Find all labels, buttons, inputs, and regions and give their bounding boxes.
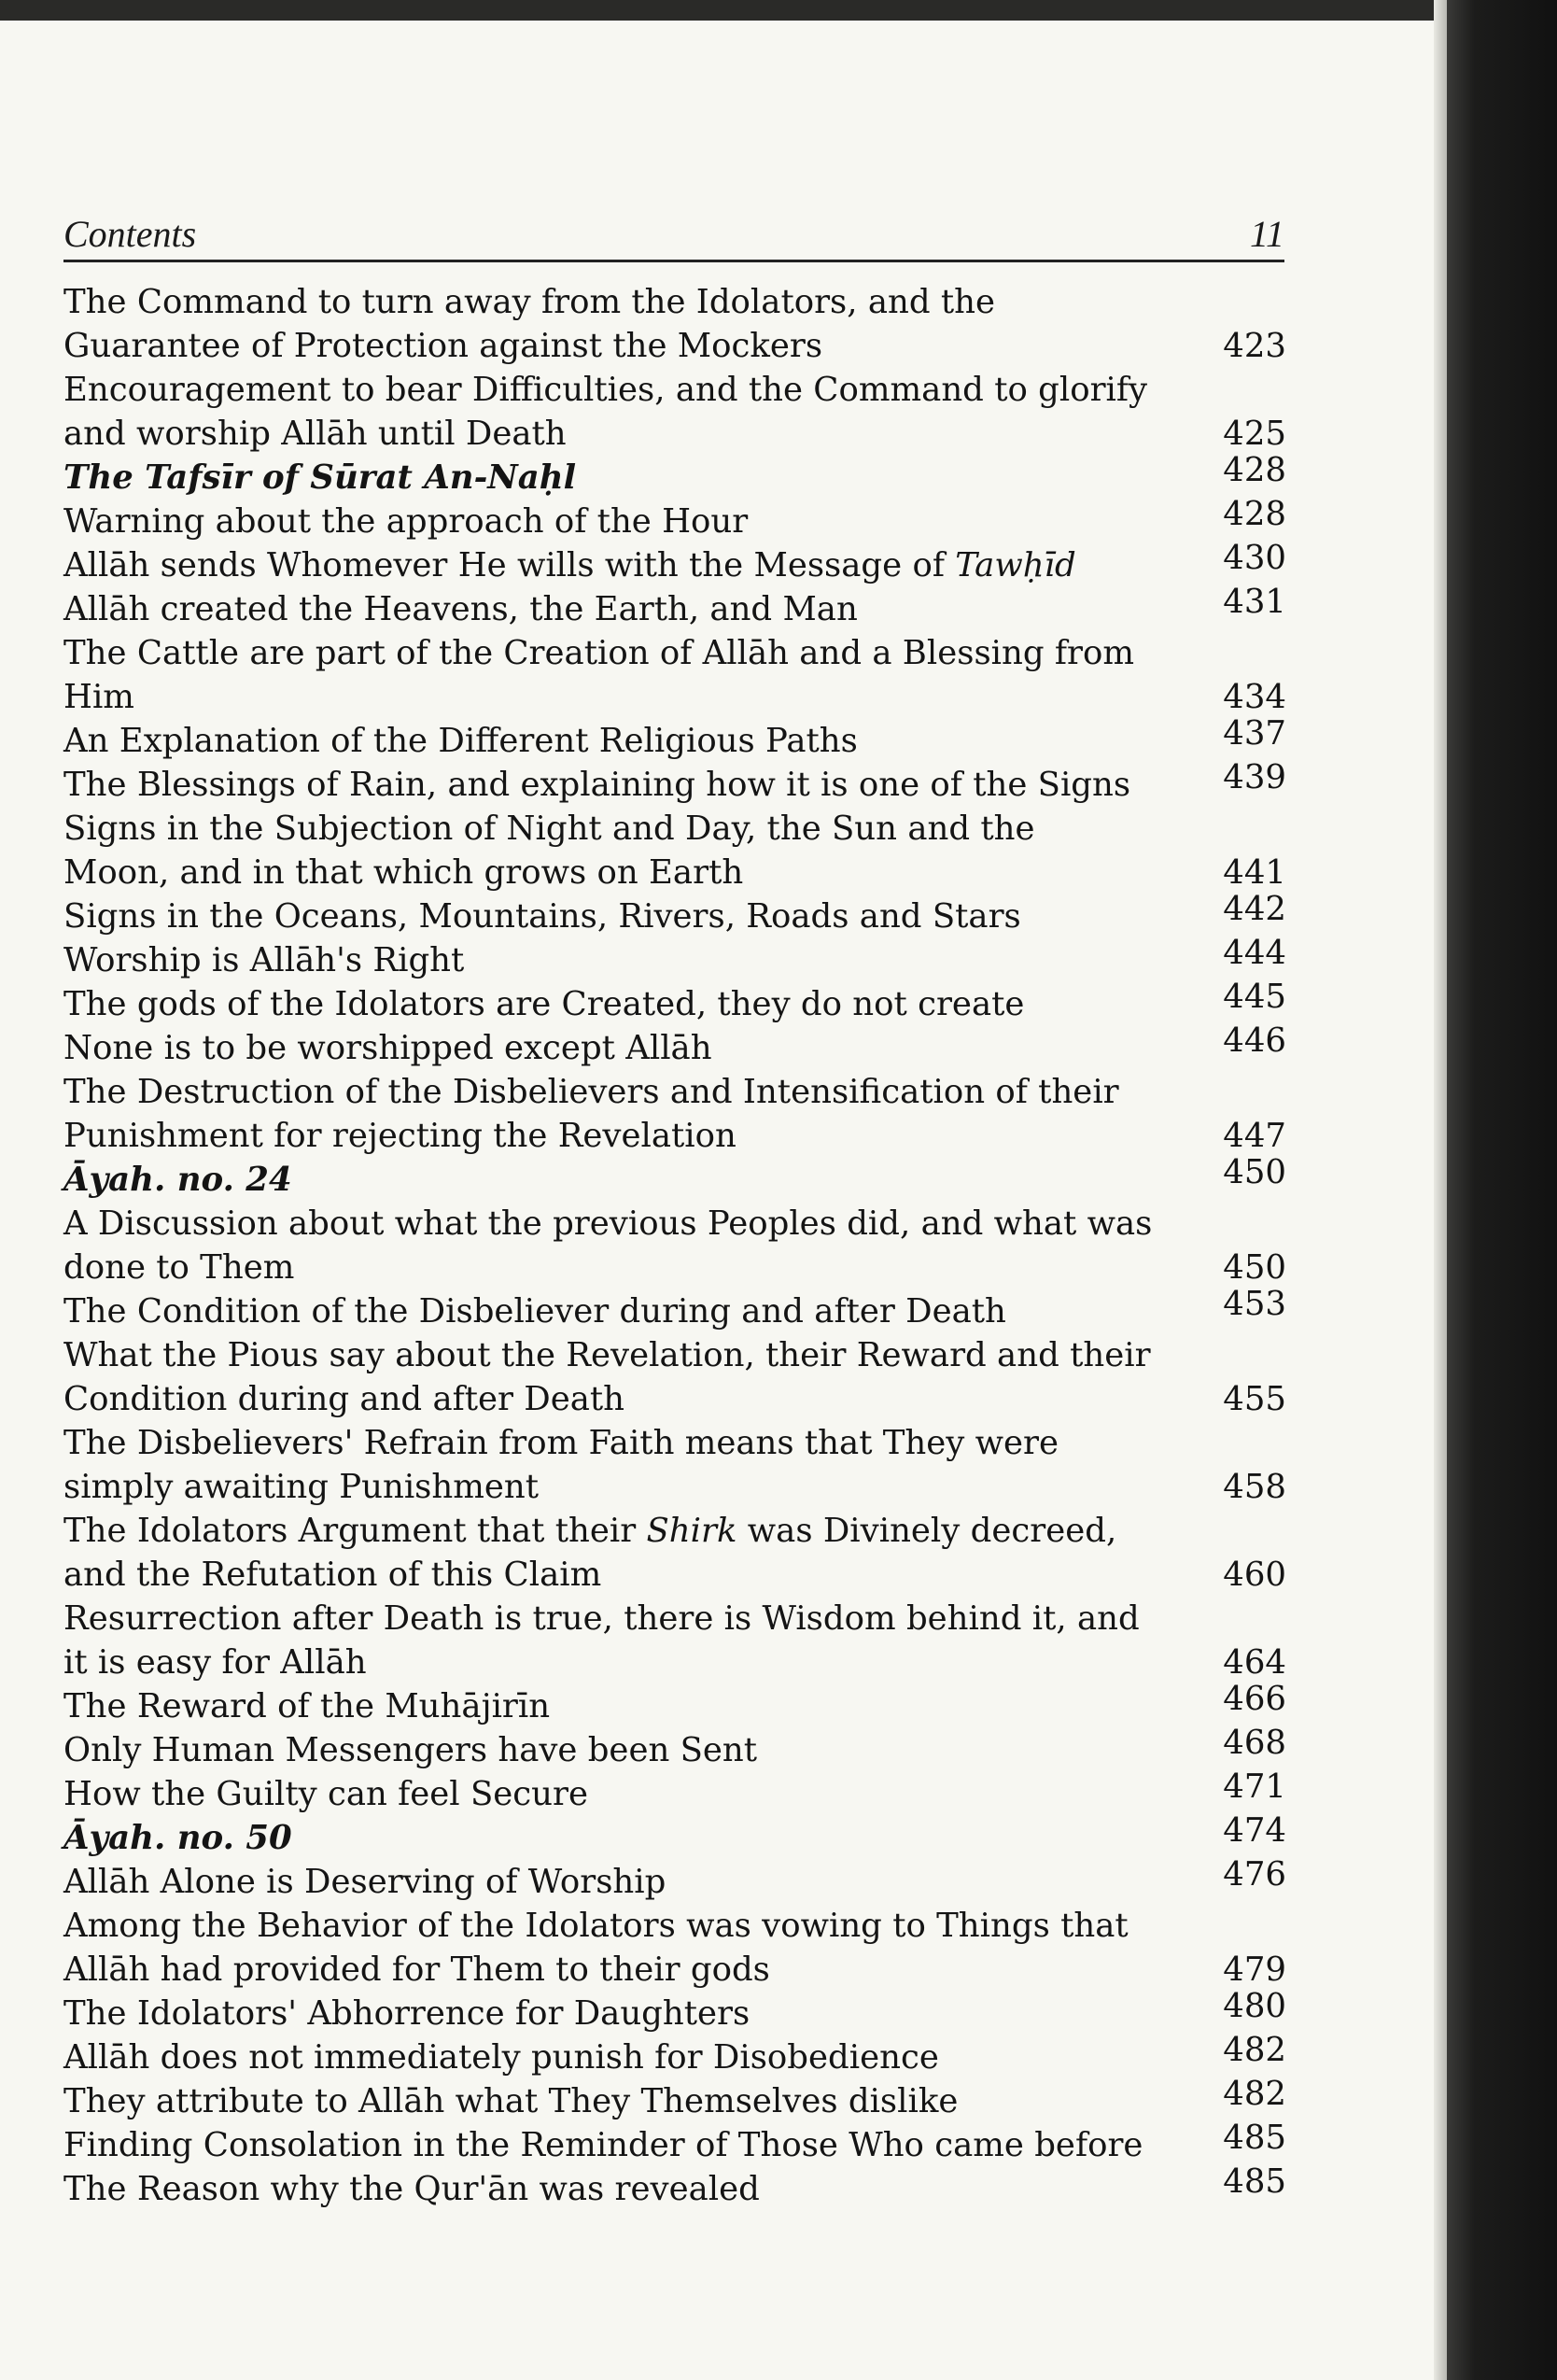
toc-entry-text: The Command to turn away from the Idolators, and the [63,283,996,321]
toc-entry-text: None is to be worshipped except Allāh [63,1029,712,1067]
toc-entry-page: 442 [1223,890,1286,928]
toc-entry-page: 453 [1223,1285,1286,1323]
toc-entry-text: Allāh created the Heavens, the Earth, and Man [63,590,858,628]
toc-entry [63,1153,1286,1202]
toc-entry-text: Only Human Messengers have been Sent [63,1731,758,1769]
toc-entry-text: Encouragement to bear Difficulties, and the Command to glorify [63,371,1148,409]
toc-entry-text: How the Guilty can feel Secure [63,1775,589,1813]
toc-entry-page: 444 [1223,934,1286,972]
toc-entry [63,1285,1286,1333]
toc-entry [63,1724,1286,1772]
toc-entry-page: 460 [1223,1556,1286,1594]
toc-entry [63,539,1286,587]
toc-entry [63,2031,1286,2079]
book-binding [1447,0,1557,2380]
toc-entry-text: What the Pious say about the Revelation, their Reward and their [63,1336,1151,1374]
toc-entry-text: and the Refutation of this Claim [63,1556,602,1594]
toc-entry-text: Allāh Alone is Deserving of Worship [63,1863,666,1901]
toc-entry [63,2119,1286,2167]
toc-entry [63,495,1286,543]
toc-entry-text: Condition during and after Death [63,1380,625,1418]
running-title: Contents [63,213,197,255]
toc-entry-text: Worship is Allāh's Right [63,941,465,979]
toc-entry-text: The gods of the Idolators are Created, they do not create [63,985,1025,1023]
toc-entry-text: The Reason why the Qur'ān was revealed [63,2170,760,2208]
toc-entry-page: 447 [1223,1117,1286,1155]
toc-entry-page: 468 [1223,1724,1286,1762]
page-header [63,213,1284,262]
toc-entry-text: Āyah. no. 50 [63,1819,292,1857]
toc-entry-page: 446 [1223,1021,1286,1060]
toc-entry-text: A Discussion about what the previous Peoples did, and what was [63,1204,1153,1243]
toc-entry-text: Punishment for rejecting the Revelation [63,1117,736,1155]
toc-entry-text: Signs in the Oceans, Mountains, Rivers, Roads and Stars [63,897,1021,936]
toc-entry-text: The Destruction of the Disbelievers and Intensification of their [63,1073,1119,1111]
toc-entry-page: 425 [1223,415,1286,453]
page-edge [1434,0,1447,2380]
toc-entry-text: it is easy for Allāh [63,1643,367,1682]
toc-entry-text: Among the Behavior of the Idolators was vowing to Things that [63,1907,1129,1945]
toc-entry-page: 485 [1223,2119,1286,2157]
toc-entry-text: Guarantee of Protection against the Mockers [63,327,823,365]
toc-entry [63,583,1286,631]
toc-entry-page: 445 [1223,978,1286,1016]
toc-entry-page: 480 [1223,1987,1286,2025]
toc-entry [63,1680,1286,1728]
toc-entry-text: The Cattle are part of the Creation of Allāh and a Blessing from [63,634,1135,672]
toc-entry-text: Finding Consolation in the Reminder of Those Who came before [63,2126,1143,2164]
toc-entry-page: 455 [1223,1380,1286,1418]
toc-entry-page: 471 [1223,1767,1286,1806]
toc-entry [63,1333,1286,1421]
toc-entry [63,451,1286,500]
toc-entry [63,1021,1286,1070]
toc-entry-page: 450 [1223,1248,1286,1287]
toc-entry-text: Signs in the Subjection of Night and Day, the Sun and the [63,810,1035,848]
toc-entry-page: 479 [1223,1950,1286,1989]
toc-entry [63,1509,1286,1597]
toc-entry [63,1421,1286,1509]
toc-entry [63,1811,1286,1860]
toc-entry [63,934,1286,982]
toc-entry-text: They attribute to Allāh what They Themselves dislike [63,2082,959,2120]
toc-entry-page: 428 [1223,451,1286,489]
toc-entry-page: 485 [1223,2162,1286,2201]
toc-entry-text: The Reward of the Muhājirīn [63,1687,551,1725]
toc-entry-page: 423 [1223,327,1286,365]
toc-entry [63,368,1286,456]
toc-entry-text: done to Them [63,1248,295,1287]
toc-entry [63,1767,1286,1816]
toc-entry [63,2075,1286,2123]
toc-entry-text: The Idolators' Abhorrence for Daughters [63,1994,750,2033]
toc-entry-page: 434 [1223,678,1286,716]
page-number: 11 [1249,213,1284,255]
toc-entry-page: 458 [1223,1468,1286,1506]
toc-entry-page: 439 [1223,758,1286,796]
toc-entry-page: 450 [1223,1153,1286,1191]
toc-entry-text: The Tafsīr of Sūrat An-Naḥl [63,458,577,497]
toc-entry [63,280,1286,368]
toc-entry-page: 482 [1223,2075,1286,2113]
toc-entry-text: The Blessings of Rain, and explaining how it is one of the Signs [63,766,1131,804]
toc-entry-text: The Idolators Argument that their Shirk was Divinely decreed, [63,1512,1117,1550]
toc-entry [63,890,1286,938]
toc-entry [63,1070,1286,1158]
toc-entry [63,1987,1286,2035]
toc-entry-text: An Explanation of the Different Religious Paths [63,722,858,760]
toc-entry-page: 474 [1223,1811,1286,1850]
toc-entry [63,1855,1286,1904]
toc-entry-text: The Condition of the Disbeliever during and after Death [63,1292,1006,1331]
toc-entry-text: simply awaiting Punishment [63,1468,540,1506]
toc-entry-text: The Disbelievers' Refrain from Faith means that They were [63,1424,1059,1462]
toc-entry-page: 476 [1223,1855,1286,1894]
toc-entry [63,1597,1286,1684]
toc-entry-text: Allāh sends Whomever He wills with the Message of Tawḥīd [63,546,1076,584]
toc-entry [63,1202,1286,1289]
toc-entry-text: Him [63,678,134,716]
toc-entry [63,978,1286,1026]
toc-entry-page: 431 [1223,583,1286,621]
toc-entry [63,1904,1286,1992]
toc-entry-text: Warning about the approach of the Hour [63,502,749,541]
toc-entry-page: 430 [1223,539,1286,577]
toc-entry [63,714,1286,763]
toc-entry [63,2162,1286,2211]
table-of-contents [63,280,1286,2211]
toc-entry-text: Allāh had provided for Them to their gods [63,1950,770,1989]
toc-entry-text: and worship Allāh until Death [63,415,567,453]
toc-entry-page: 466 [1223,1680,1286,1718]
toc-entry-page: 437 [1223,714,1286,753]
toc-entry [63,807,1286,894]
toc-entry-text: Moon, and in that which grows on Earth [63,853,744,892]
toc-entry-page: 428 [1223,495,1286,533]
scan-top-edge [0,0,1557,21]
toc-entry-page: 441 [1223,853,1286,892]
toc-entry-text: Āyah. no. 24 [63,1161,292,1199]
italic-term: Shirk [646,1512,737,1550]
italic-term: Tawḥīd [955,546,1076,584]
toc-entry-page: 464 [1223,1643,1286,1682]
toc-entry [63,631,1286,719]
toc-entry [63,758,1286,807]
toc-entry-page: 482 [1223,2031,1286,2069]
toc-entry-text: Resurrection after Death is true, there is Wisdom behind it, and [63,1599,1140,1638]
toc-entry-text: Allāh does not immediately punish for Disobedience [63,2038,939,2077]
